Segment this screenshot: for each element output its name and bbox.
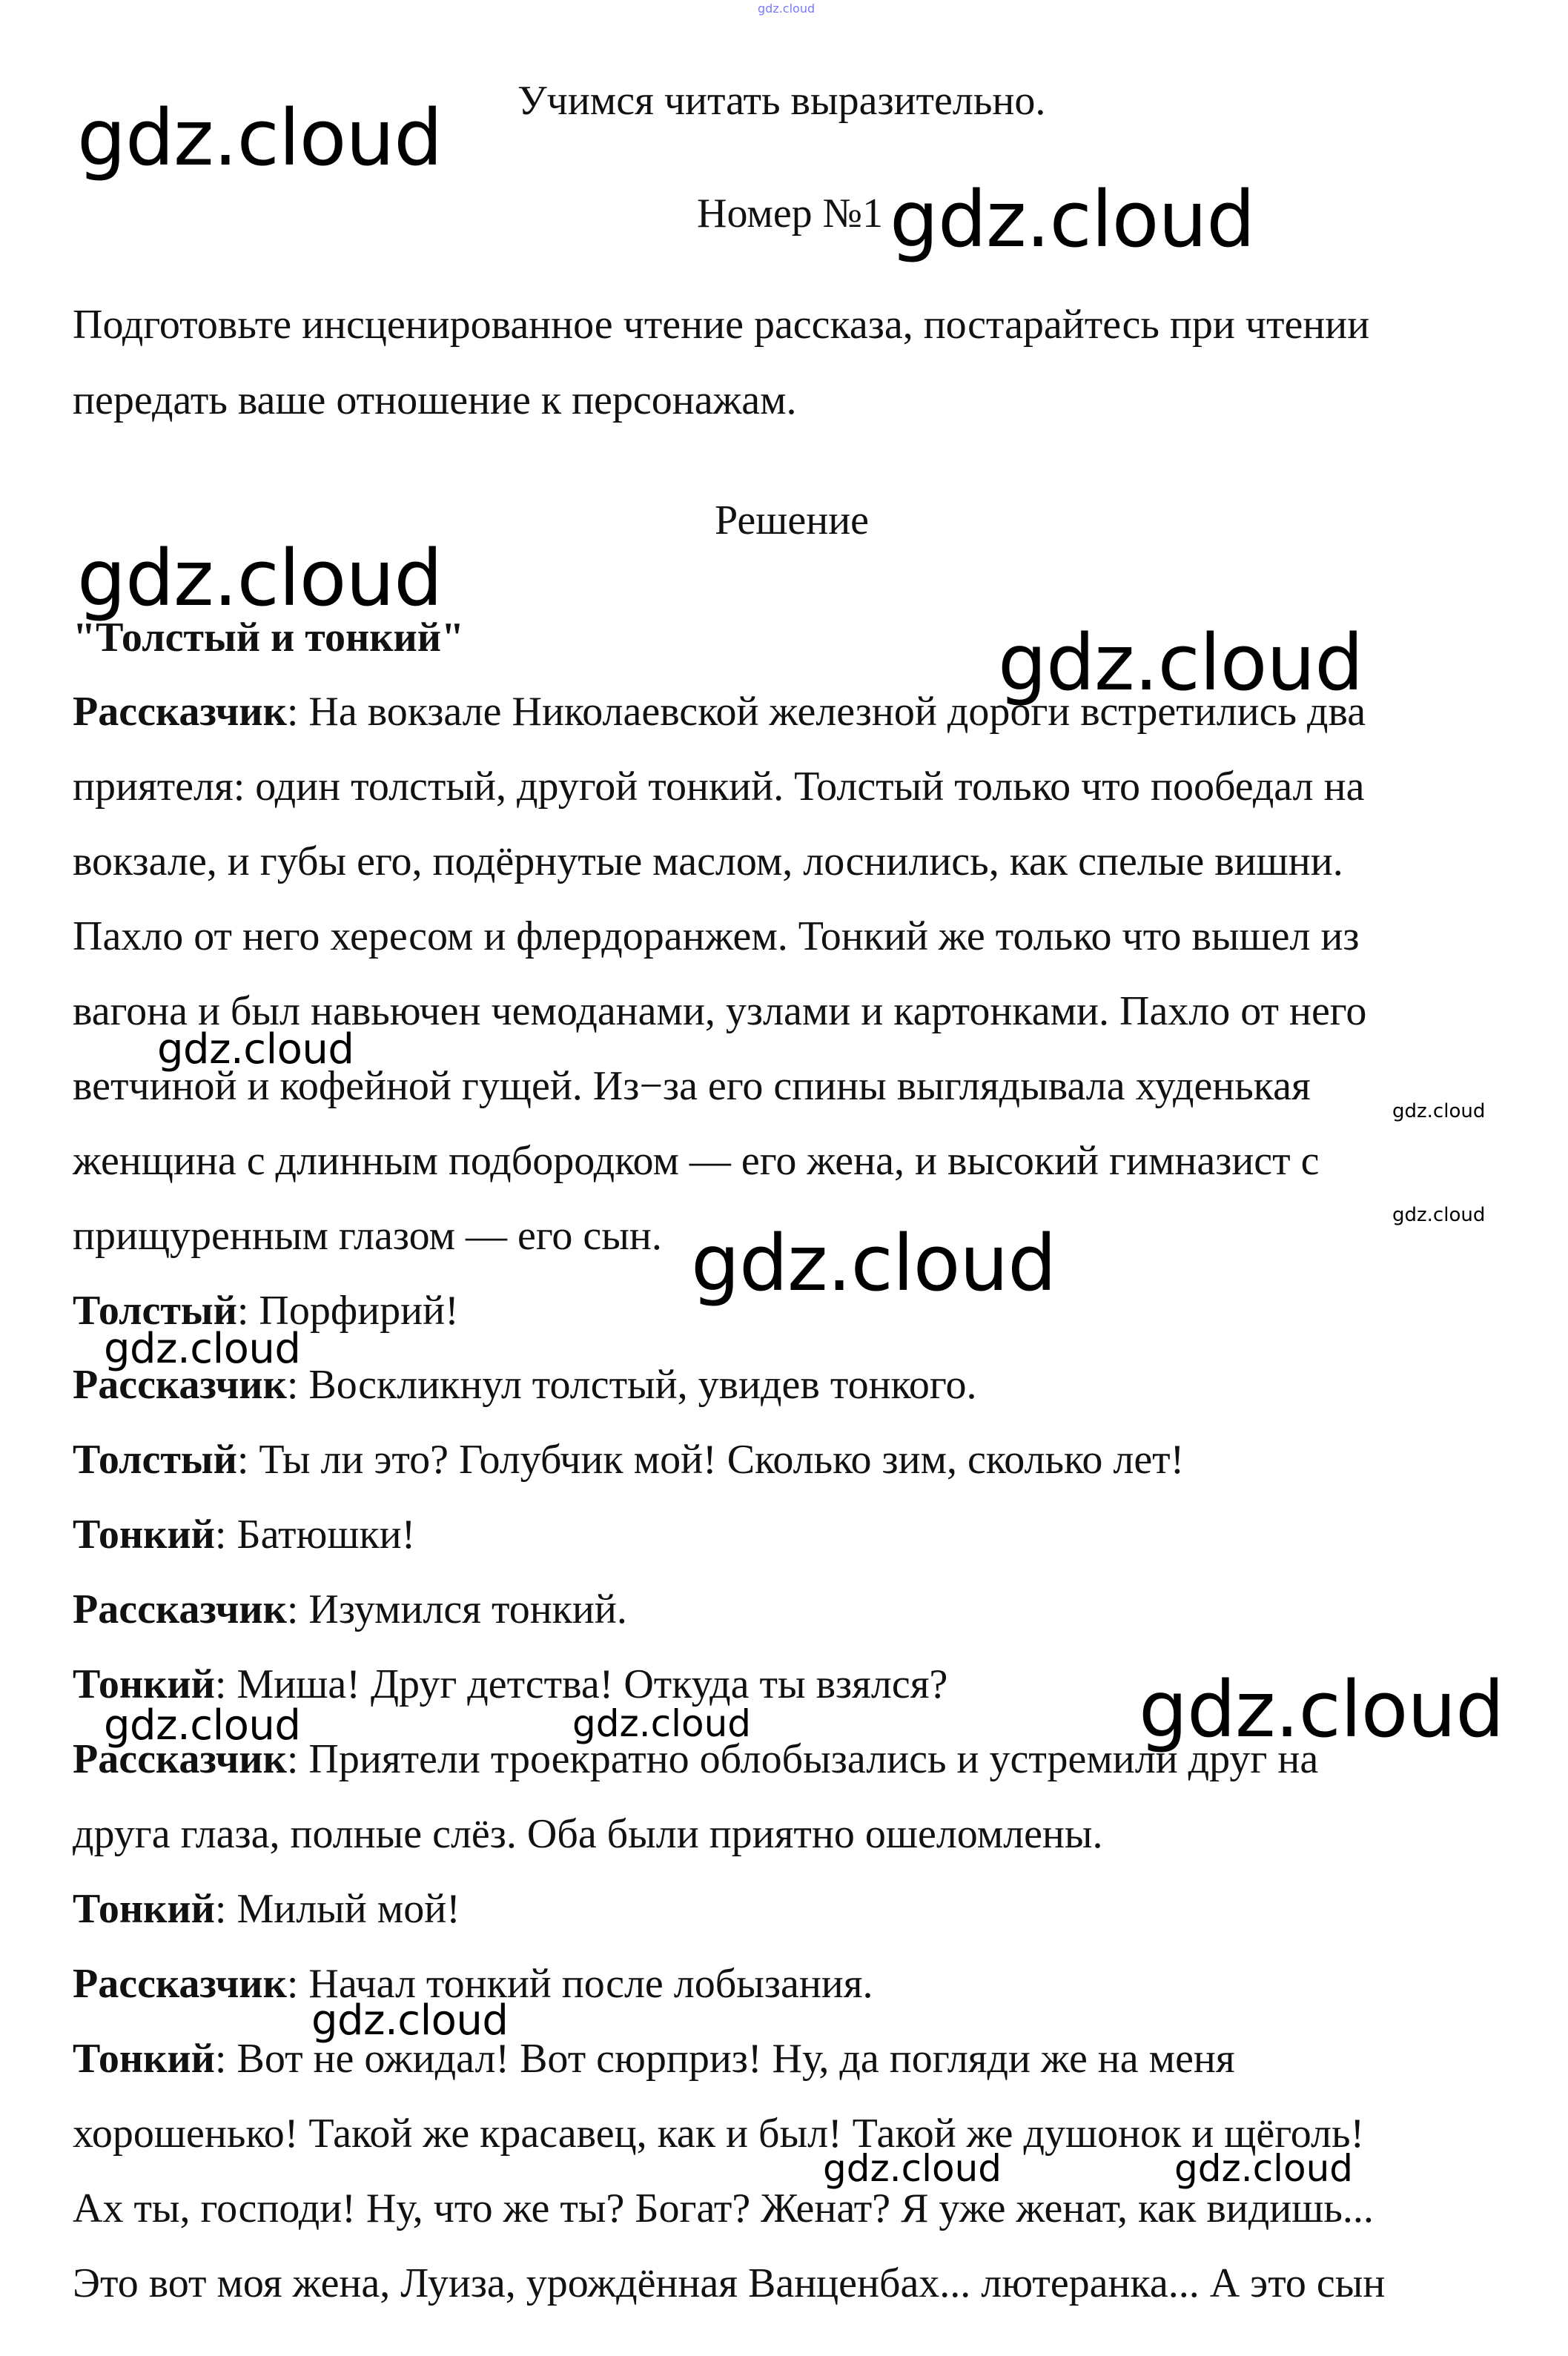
dialogue-line [73, 1212, 662, 1260]
dialogue-line [73, 2110, 1364, 2157]
watermark: gdz.cloud [104, 1701, 301, 1750]
line-text: друга глаза, полные слёз. Оба были приятно ошеломлены. [73, 1811, 1103, 1857]
line-text: : Начал тонкий после лобызания. [286, 1961, 873, 2007]
line-text: женщина с длинным подбородком — его жена, и высокий гимназист с [73, 1138, 1320, 1184]
task-text-line: Подготовьте инсценированное чтение рассказа, постарайтесь при чтении [73, 302, 1370, 348]
story-title: "Толстый и тонкий" [73, 615, 465, 661]
speaker-name: Рассказчик [73, 1961, 287, 2007]
dialogue-line [73, 1511, 415, 1558]
dialogue-line [73, 913, 1360, 960]
line-text: Пахло от него хересом и флердоранжем. Тонкий же только что вышел из [73, 913, 1360, 959]
dialogue-line [73, 763, 1364, 810]
speaker-name: Толстый [73, 1437, 237, 1483]
dialogue-line [73, 2185, 1374, 2232]
line-text: Ах ты, господи! Ну, что же ты? Богат? Женат? Я уже женат, как видишь... [73, 2185, 1374, 2231]
dialogue-line [73, 1885, 460, 1933]
speaker-name: Толстый [73, 1288, 237, 1334]
line-text: вагона и был навьючен чемоданами, узлами и картонками. Пахло от него [73, 988, 1367, 1034]
solution-heading: Решение [715, 497, 870, 543]
watermark: gdz.cloud [998, 618, 1363, 708]
line-text: : Милый мой! [214, 1886, 460, 1932]
line-text: вокзале, и губы его, подёрнутые маслом, лоснились, как спелые вишни. [73, 838, 1343, 884]
line-text: : Изумился тонкий. [286, 1586, 627, 1632]
line-text: ветчиной и кофейной гущей. Из−за его спины выглядывала худенькая [73, 1063, 1311, 1109]
line-text: : Порфирий! [236, 1288, 459, 1334]
line-text: Это вот моя жена, Луиза, урождённая Ванценбах... лютеранка... А это сын [73, 2260, 1386, 2306]
watermark: gdz.cloud [1139, 1664, 1504, 1755]
speaker-name: Тонкий [73, 2036, 215, 2082]
watermark: gdz.cloud [311, 1996, 509, 2045]
dialogue-line [73, 838, 1343, 885]
watermark: gdz.cloud [1174, 2147, 1354, 2190]
watermark: gdz.cloud [691, 1218, 1056, 1308]
line-text: : На вокзале Николаевской железной дороги встретились два [286, 689, 1366, 735]
dialogue-line [73, 1137, 1319, 1185]
speaker-name: Рассказчик [73, 1362, 287, 1408]
speaker-name: Рассказчик [73, 1586, 287, 1632]
line-text: приятеля: один толстый, другой тонкий. Толстый только что пообедал на [73, 764, 1365, 810]
dialogue-line [73, 1586, 627, 1633]
line-text: : Приятели троекратно облобызались и устремили друг на [286, 1736, 1319, 1782]
watermark: gdz.cloud [77, 533, 443, 623]
speaker-name: Рассказчик [73, 1736, 287, 1782]
watermark: gdz.cloud [157, 1025, 354, 1073]
dialogue-line [73, 2035, 1235, 2082]
line-text: прищуренным глазом — его сын. [73, 1213, 662, 1259]
dialogue-line [73, 2260, 1385, 2307]
speaker-name: Тонкий [73, 1661, 215, 1707]
section-title: Учимся читать выразительно. [517, 78, 1046, 124]
line-text: : Миша! Друг детства! Откуда ты взялся? [214, 1661, 948, 1707]
line-text: : Вот не ожидал! Вот сюрприз! Ну, да погляди же на меня [214, 2036, 1235, 2082]
watermark: gdz.cloud [823, 2147, 1002, 2190]
watermark: gdz.cloud [104, 1325, 301, 1373]
speaker-name: Рассказчик [73, 689, 287, 735]
watermark: gdz.cloud [1392, 1204, 1486, 1226]
watermark: gdz.cloud [572, 1702, 752, 1745]
watermark-top: gdz.cloud [758, 1, 816, 16]
task-text-line: передать ваше отношение к персонажам. [73, 377, 797, 423]
watermark: gdz.cloud [77, 93, 443, 183]
line-text: : Батюшки! [214, 1512, 416, 1558]
task-number: Номер №1 [697, 191, 884, 236]
dialogue-line [73, 1810, 1103, 1858]
speaker-name: Тонкий [73, 1512, 215, 1558]
watermark: gdz.cloud [1392, 1100, 1486, 1122]
line-text: : Ты ли это? Голубчик мой! Сколько зим, сколько лет! [236, 1437, 1185, 1483]
line-text: : Воскликнул толстый, увидев тонкого. [286, 1362, 977, 1408]
speaker-name: Тонкий [73, 1886, 215, 1932]
watermark: gdz.cloud [890, 174, 1255, 265]
dialogue-line [73, 1436, 1184, 1483]
line-text: хорошенько! Такой же красавец, как и был! Такой же душонок и щёголь! [73, 2111, 1365, 2157]
